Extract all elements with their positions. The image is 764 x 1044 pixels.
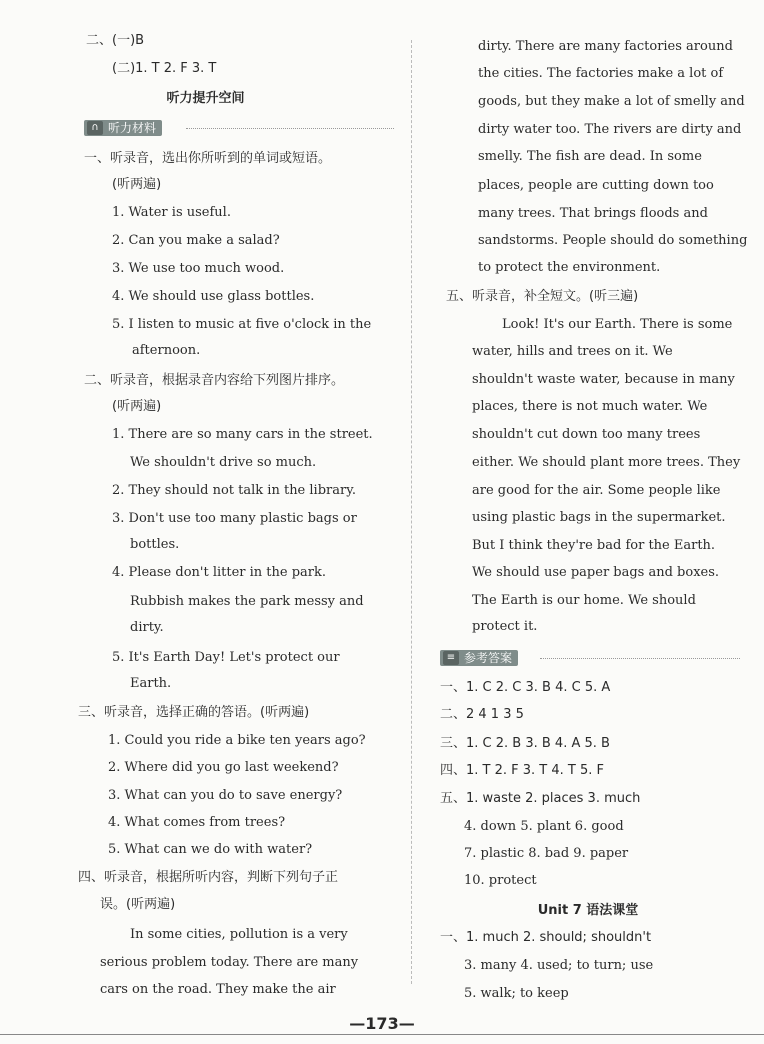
text-line: 1. Could you ride a bike ten years ago?	[108, 733, 366, 748]
text-line: The Earth is our home. We should	[472, 593, 696, 608]
text-line: dirty water too. The rivers are dirty and	[478, 122, 742, 137]
text-line: 4. What comes from trees?	[108, 815, 286, 830]
text-line: 四、1. T 2. F 3. T 4. T 5. F	[440, 763, 604, 778]
text-line: 四、听录音，根据所听内容，判断下列句子正	[78, 870, 339, 885]
text-line: places, there is not much water. We	[472, 399, 708, 414]
text-line: dirty.	[130, 620, 164, 635]
text-line: places, people are cutting down too	[478, 178, 714, 193]
text-line: Rubbish makes the park messy and	[130, 594, 364, 609]
listening-material-tag	[84, 120, 162, 136]
reference-answer-tag	[440, 650, 518, 666]
text-line: (听两遍)	[112, 399, 162, 414]
text-line: dirty. There are many factories around	[478, 39, 733, 54]
text-line: bottles.	[130, 537, 180, 552]
text-line: 4. down 5. plant 6. good	[464, 819, 624, 834]
text-line: 3. Don't use too many plastic bags or	[112, 511, 357, 526]
text-line: water, hills and trees on it. We	[472, 344, 673, 359]
text-line: 二、听录音，根据录音内容给下列图片排序。	[84, 373, 345, 388]
text-line: 3. many 4. used; to turn; use	[464, 958, 654, 973]
tag-label: 参考答案	[464, 651, 513, 665]
text-line: 2. They should not talk in the library.	[112, 483, 356, 498]
text-line: the cities. The factories make a lot of	[478, 66, 724, 81]
text-line: 4. Please don't litter in the park.	[112, 565, 327, 580]
text-line: 五、听录音，补全短文。(听三遍)	[446, 289, 639, 304]
text-line: 三、1. C 2. B 3. B 4. A 5. B	[440, 736, 610, 751]
page-bottom-rule	[0, 1034, 764, 1035]
right-column	[412, 0, 764, 1044]
text-line: 7. plastic 8. bad 9. paper	[464, 846, 629, 861]
text-line: 4. We should use glass bottles.	[112, 289, 315, 304]
text-line: 5. walk; to keep	[464, 986, 569, 1001]
text-line: serious problem today. There are many	[100, 955, 359, 970]
text-line: 一、1. C 2. C 3. B 4. C 5. A	[440, 680, 611, 695]
text-line: 二、(一)B	[86, 33, 145, 48]
text-line: either. We should plant more trees. They	[472, 455, 741, 470]
text-line: 2. Where did you go last weekend?	[108, 760, 339, 775]
section-heading: 听力提升空间	[166, 91, 245, 106]
text-line: 5. I listen to music at five o'clock in the	[112, 317, 372, 332]
dotted-rule	[186, 128, 394, 129]
section-heading: Unit 7 语法课堂	[537, 903, 639, 918]
text-line: many trees. That brings floods and	[478, 206, 708, 221]
text-line: using plastic bags in the supermarket.	[472, 510, 726, 525]
text-line: 三、听录音，选择正确的答语。(听两遍)	[78, 705, 310, 720]
text-line: Earth.	[130, 676, 172, 691]
text-line: 3. We use too much wood.	[112, 261, 285, 276]
text-line: We should use paper bags and boxes.	[472, 565, 720, 580]
text-line: shouldn't waste water, because in many	[472, 372, 735, 387]
text-line: goods, but they make a lot of smelly and	[478, 94, 745, 109]
text-line: We shouldn't drive so much.	[130, 455, 317, 470]
text-line: But I think they're bad for the Earth.	[472, 538, 716, 553]
text-line: 一、听录音，选出你所听到的单词或短语。	[84, 151, 332, 166]
text-line: sandstorms. People should do something	[478, 233, 748, 248]
tag-label: 听力材料	[108, 121, 157, 135]
dotted-rule	[540, 658, 740, 659]
text-line: 二、2 4 1 3 5	[440, 707, 524, 722]
text-line: (听两遍)	[112, 177, 162, 192]
text-line: 1. There are so many cars in the street.	[112, 427, 373, 442]
text-line: afternoon.	[132, 343, 201, 358]
text-line: 5. It's Earth Day! Let's protect our	[112, 650, 340, 665]
text-line: 5. What can we do with water?	[108, 842, 313, 857]
text-line: protect it.	[472, 619, 538, 634]
text-line: 1. Water is useful.	[112, 205, 231, 220]
text-line: to protect the environment.	[478, 260, 661, 275]
text-line: 2. Can you make a salad?	[112, 233, 280, 248]
headphones-icon: ∩	[87, 121, 103, 135]
text-line: 误。(听两遍)	[100, 897, 176, 912]
text-line: 10. protect	[464, 873, 537, 888]
text-line: shouldn't cut down too many trees	[472, 427, 701, 442]
page-number: —173—	[349, 1014, 415, 1033]
text-line: cars on the road. They make the air	[100, 982, 336, 997]
text-line: 3. What can you do to save energy?	[108, 788, 343, 803]
text-line: In some cities, pollution is a very	[130, 927, 348, 942]
text-line: (二)1. T 2. F 3. T	[112, 61, 217, 76]
answer-icon: ≡	[443, 651, 459, 665]
text-line: 一、1. much 2. should; shouldn't	[440, 930, 652, 945]
text-line: smelly. The fish are dead. In some	[478, 149, 702, 164]
text-line: Look! It's our Earth. There is some	[502, 317, 733, 332]
text-line: are good for the air. Some people like	[472, 483, 721, 498]
text-line: 五、1. waste 2. places 3. much	[440, 791, 641, 806]
